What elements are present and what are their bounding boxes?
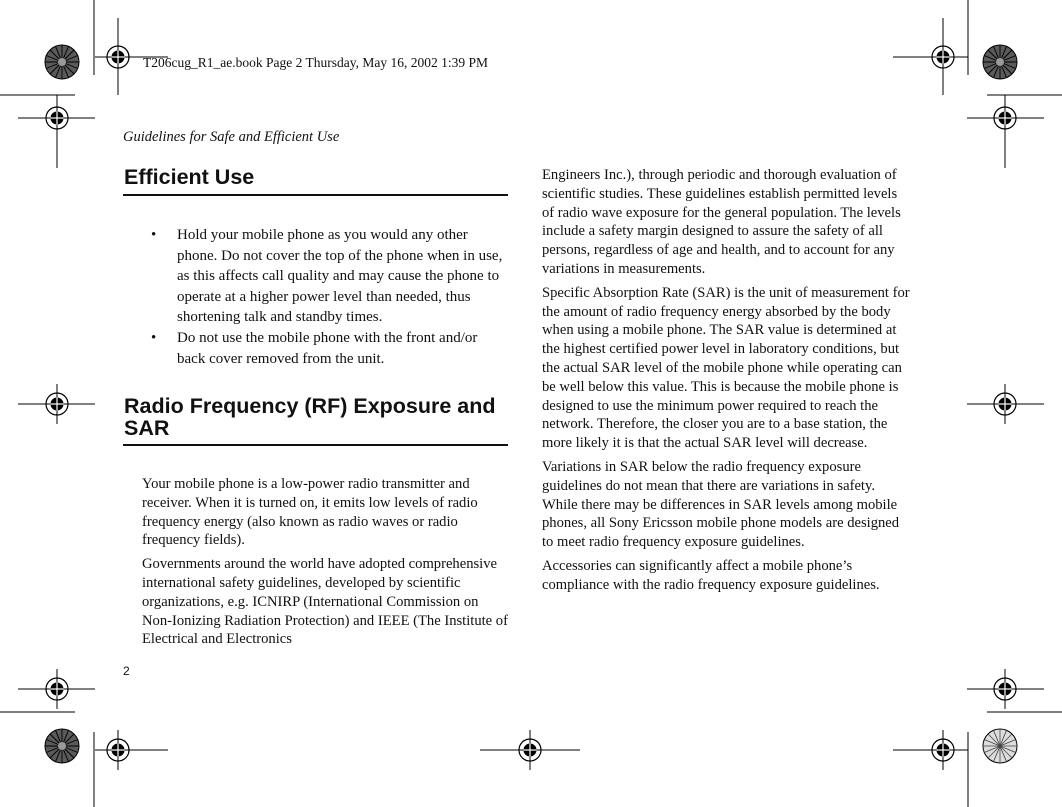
color-wheel-mark [45, 45, 79, 79]
color-wheel-mark [45, 729, 79, 763]
paragraph: Specific Absorption Rate (SAR) is the unit of measurement for the amount of radio frequency energy absorbed by the body when using a mobile phone. The SAR value is determined at the highest certified power level in laboratory conditions, but the actual SAR level of the mobile phone while operating can be well below this value. This is because the mobile phone is designed to use the minimum power required to reach the network. Therefore, the closer you are to a base station, the more likely it is that the actual SAR level will decrease. [542, 284, 910, 452]
registration-target [98, 730, 138, 770]
registration-target [985, 384, 1025, 424]
section-title-efficient-use: Efficient Use [124, 165, 255, 189]
print-header: T206cug_R1_ae.book Page 2 Thursday, May 16, 2002 1:39 PM [143, 55, 488, 70]
page-number: 2 [123, 664, 130, 678]
paragraph: Governments around the world have adopted comprehensive international safety guidelines, developed by scientific organizations, e.g. ICNIRP (International Commission on Non-Ionizing Radiation Protection) and IEEE (The Institute of Electrical and Electronics [142, 556, 508, 648]
registration-target [985, 669, 1025, 709]
color-wheel-mark [983, 729, 1017, 763]
right-column-body [542, 166, 910, 600]
section-rule [123, 444, 508, 446]
registration-target [37, 669, 77, 709]
registration-target [923, 37, 963, 77]
section-title-rf-exposure: Radio Frequency (RF) Exposure and SAR [124, 394, 496, 440]
registration-target [37, 98, 77, 138]
registration-target [510, 730, 550, 770]
section-rule [123, 194, 508, 196]
bullet-list [151, 225, 506, 369]
paragraph: Accessories can significantly affect a mobile phone’s compliance with the radio frequency exposure guidelines. [542, 557, 880, 593]
paragraph: Your mobile phone is a low-power radio transmitter and receiver. When it is turned on, it emits low levels of radio frequency energy (also known as radio waves or radio frequency fields). [142, 476, 478, 549]
left-column-body [142, 475, 508, 654]
list-item: • Do not use the mobile phone with the front and/or back cover removed from the unit. [151, 328, 506, 369]
paragraph: Engineers Inc.), through periodic and thorough evaluation of scientific studies. These guidelines establish permitted levels of radio wave exposure for the general population. The levels include a safety margin designed to assure the safety of all persons, regardless of age and health, and to account for any variations in measurements. [542, 167, 901, 277]
running-head: Guidelines for Safe and Efficient Use [123, 129, 340, 145]
registration-target [923, 730, 963, 770]
registration-target [985, 98, 1025, 138]
color-wheel-mark [983, 45, 1017, 79]
registration-target [98, 37, 138, 77]
paragraph: Variations in SAR below the radio frequency exposure guidelines do not mean that there are variations in safety. While there may be differences in SAR levels among mobile phones, all Sony Ericsson mobile phone models are designed to meet radio frequency exposure guidelines. [542, 458, 900, 551]
list-item: • Hold your mobile phone as you would any other phone. Do not cover the top of the phone when in use, as this affects call quality and may cause the phone to operate at a higher power level than needed, thus shortening talk and standby times. [151, 225, 506, 328]
registration-target [37, 384, 77, 424]
